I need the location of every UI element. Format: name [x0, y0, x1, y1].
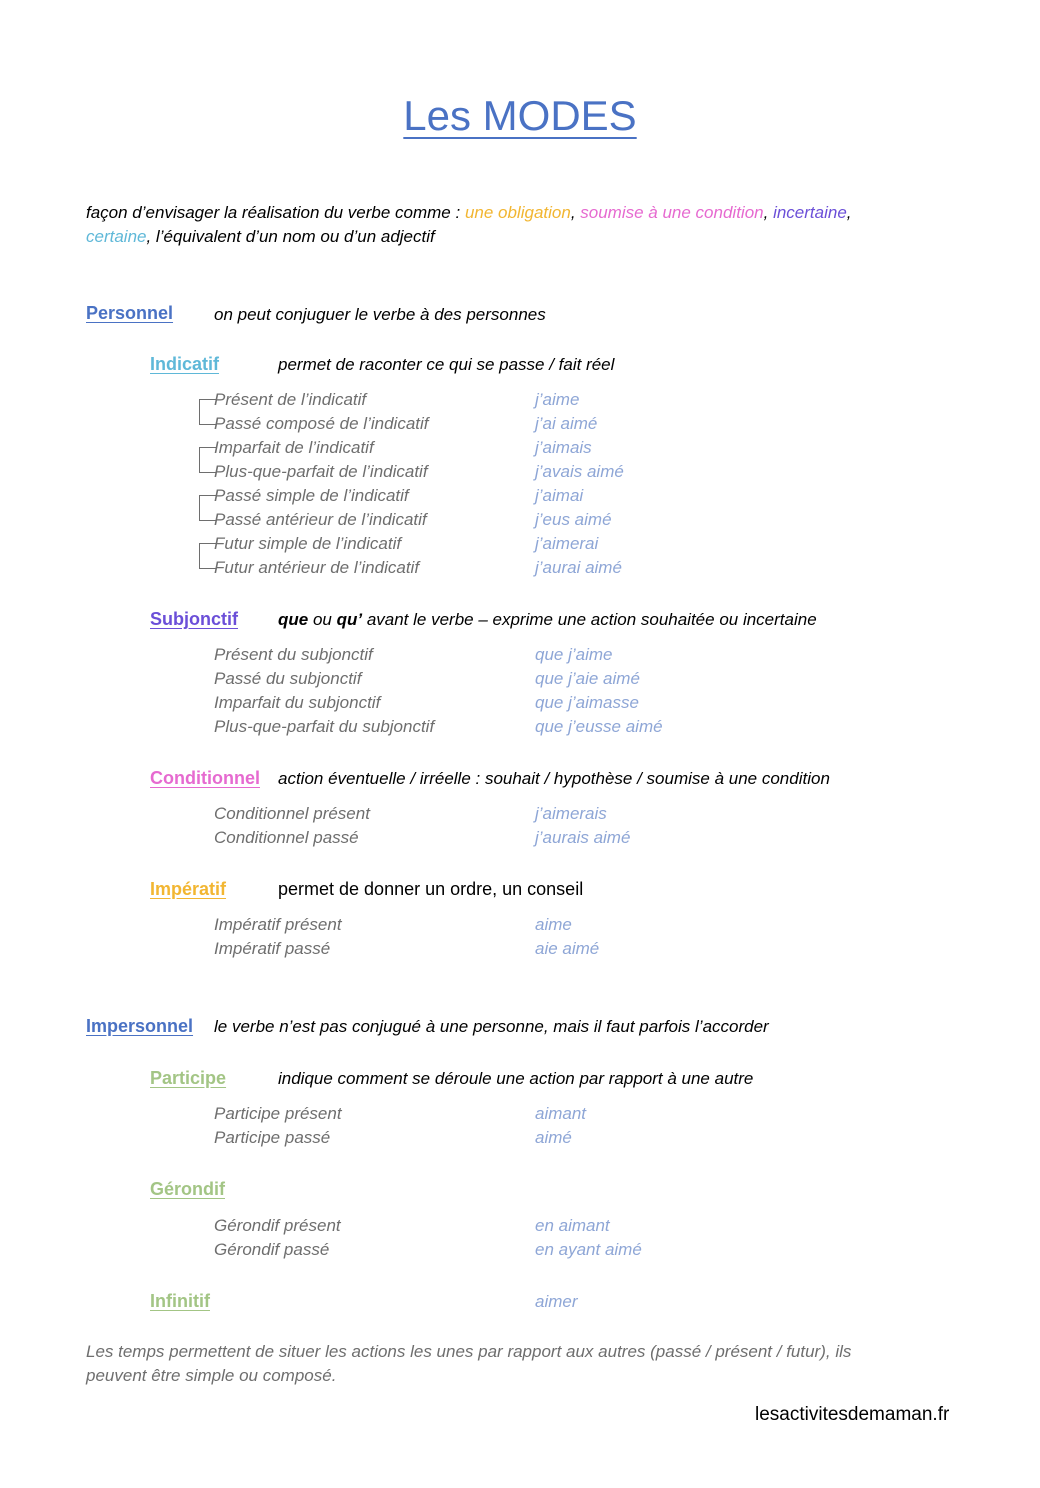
- personnel-description: on peut conjuguer le verbe à des personnes: [214, 305, 546, 324]
- indicatif-heading: Indicatif: [150, 354, 220, 374]
- subjonctif-example: que j’aimasse: [535, 693, 639, 712]
- footnote-line-2: peuvent être simple ou composé.: [86, 1366, 337, 1385]
- gerondif-tense: Gérondif passé: [214, 1240, 330, 1259]
- conditionnel-description: action éventuelle / irréelle : souhait / hypothèse / soumise à une condition: [278, 769, 830, 788]
- indicatif-example: j’aimai: [535, 486, 584, 505]
- conditionnel-tense: Conditionnel passé: [214, 828, 359, 847]
- subjonctif-tense: Passé du subjonctif: [214, 669, 362, 688]
- conditionnel-example: j’aurais aimé: [535, 828, 631, 847]
- imperatif-tense: Impératif passé: [214, 939, 331, 958]
- impersonnel-heading: Impersonnel: [86, 1016, 194, 1036]
- site-url: lesactivitesdemaman.fr: [755, 1404, 950, 1425]
- tense-pair-bracket: [199, 447, 210, 473]
- indicatif-tense: Futur simple de l’indicatif: [214, 534, 402, 553]
- indicatif-example: j’aimais: [535, 438, 592, 457]
- indicatif-tense: Passé composé de l’indicatif: [214, 414, 429, 433]
- imperatif-heading: Impératif: [150, 879, 227, 899]
- intro-suffix: , l’équivalent d’un nom ou d’un adjectif: [146, 227, 435, 246]
- participe-example: aimant: [535, 1104, 587, 1123]
- participe-example: aimé: [535, 1128, 572, 1147]
- imperatif-description: permet de donner un ordre, un conseil: [278, 879, 584, 899]
- subjonctif-rest: avant le verbe – exprime une action souhaitée ou incertaine: [362, 610, 817, 629]
- indicatif-tense: Imparfait de l’indicatif: [214, 438, 374, 457]
- subjonctif-example: que j’eusse aimé: [535, 717, 663, 736]
- footnote: [86, 1340, 851, 1388]
- participe-heading: Participe: [150, 1068, 227, 1088]
- indicatif-example: j’eus aimé: [535, 510, 612, 529]
- indicatif-example: j’aimerai: [535, 534, 599, 553]
- intro-certaine: certaine: [86, 227, 147, 246]
- indicatif-tense: Passé antérieur de l’indicatif: [214, 510, 427, 529]
- intro-sep-3: ,: [846, 203, 852, 222]
- subjonctif-example: que j’aime: [535, 645, 613, 664]
- intro-incertaine: incertaine: [773, 203, 847, 222]
- gerondif-example: en ayant aimé: [535, 1240, 642, 1259]
- participe-description: indique comment se déroule une action par rapport à une autre: [278, 1069, 754, 1088]
- indicatif-tense: Présent de l’indicatif: [214, 390, 367, 409]
- tense-pair-bracket: [199, 495, 210, 521]
- imperatif-tense: Impératif présent: [214, 915, 342, 934]
- gerondif-tense: Gérondif présent: [214, 1216, 341, 1235]
- intro-sep-1: ,: [570, 203, 581, 222]
- impersonnel-description: le verbe n’est pas conjugué à une personne, mais il faut parfois l’accorder: [214, 1017, 769, 1036]
- intro-prefix: façon d’envisager la réalisation du verbe comme :: [86, 203, 465, 222]
- subjonctif-description: [278, 610, 817, 630]
- indicatif-example: j’aurai aimé: [535, 558, 622, 577]
- conditionnel-example: j’aimerais: [535, 804, 607, 823]
- indicatif-description: permet de raconter ce qui se passe / fait réel: [278, 355, 615, 374]
- indicatif-example: j’ai aimé: [535, 414, 598, 433]
- participe-tense: Participe présent: [214, 1104, 342, 1123]
- imperatif-example: aie aimé: [535, 939, 600, 958]
- indicatif-example: j’avais aimé: [535, 462, 624, 481]
- intro-condition: soumise à une condition: [580, 203, 764, 222]
- tense-pair-bracket: [199, 399, 210, 425]
- footnote-line-1: Les temps permettent de situer les actions les unes par rapport aux autres (passé / présent / futur), ils: [86, 1342, 852, 1361]
- intro-line-2: [86, 225, 852, 249]
- intro-obligation: une obligation: [464, 203, 571, 222]
- tense-pair-bracket: [199, 543, 210, 569]
- conditionnel-heading: Conditionnel: [150, 768, 260, 788]
- page-title: Les MODES: [403, 92, 637, 139]
- indicatif-tense: Plus-que-parfait de l’indicatif: [214, 462, 428, 481]
- infinitif-heading: Infinitif: [150, 1291, 210, 1311]
- subjonctif-example: que j’aie aimé: [535, 669, 640, 688]
- intro-sep-2: ,: [763, 203, 774, 222]
- subjonctif-tense: Plus-que-parfait du subjonctif: [214, 717, 435, 736]
- subjonctif-heading: Subjonctif: [150, 609, 238, 629]
- subjonctif-tense: Présent du subjonctif: [214, 645, 373, 664]
- infinitif-example: aimer: [535, 1292, 578, 1311]
- indicatif-example: j’aime: [535, 390, 580, 409]
- indicatif-tense: Futur antérieur de l’indicatif: [214, 558, 420, 577]
- subjonctif-tense: Imparfait du subjonctif: [214, 693, 381, 712]
- gerondif-heading: Gérondif: [150, 1179, 225, 1199]
- indicatif-tense: Passé simple de l’indicatif: [214, 486, 409, 505]
- gerondif-example: en aimant: [535, 1216, 610, 1235]
- personnel-heading: Personnel: [86, 303, 174, 323]
- participe-tense: Participe passé: [214, 1128, 331, 1147]
- intro-line-1: [86, 201, 852, 225]
- imperatif-example: aime: [535, 915, 572, 934]
- conditionnel-tense: Conditionnel présent: [214, 804, 370, 823]
- subjonctif-ou: ou: [308, 610, 337, 629]
- subjonctif-qu: qu’: [336, 610, 363, 629]
- intro-paragraph: [86, 201, 852, 249]
- subjonctif-que: que: [278, 610, 309, 629]
